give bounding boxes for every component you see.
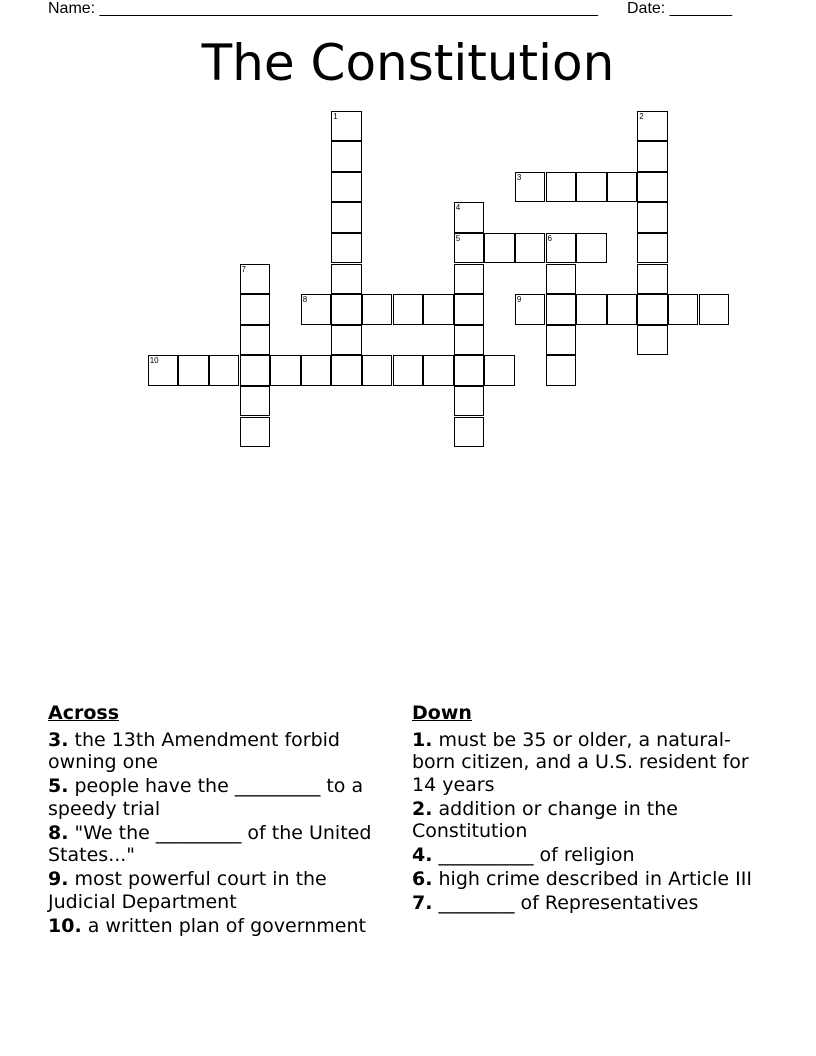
grid-cell [637, 294, 668, 325]
clue-number: 4. [412, 844, 433, 866]
grid-cell [546, 233, 577, 264]
grid-cell [331, 294, 362, 325]
grid-cell [240, 417, 271, 448]
grid-cell [637, 202, 668, 233]
grid-cell [331, 172, 362, 203]
grid-cell [148, 355, 179, 386]
crossword-grid [0, 0, 816, 430]
grid-cell [331, 202, 362, 233]
clue-number-label: 5 [455, 233, 461, 243]
date-field-label: Date: _______ [627, 0, 732, 17]
grid-cell [576, 172, 607, 203]
grid-cell [454, 325, 485, 356]
across-clue [48, 822, 400, 867]
grid-cell [331, 233, 362, 264]
grid-cell [484, 355, 515, 386]
grid-cell [209, 355, 240, 386]
clue-text: "We the _________ of the United States..." [48, 821, 372, 866]
across-clues [48, 702, 400, 939]
down-clue [412, 868, 757, 891]
clue-text: high crime described in Article III [438, 868, 752, 890]
grid-cell [699, 294, 730, 325]
page-title: The Constitution [201, 34, 615, 92]
clue-text: a written plan of government [87, 914, 366, 937]
grid-cell [607, 294, 638, 325]
grid-cell [331, 111, 362, 142]
grid-cell [178, 355, 209, 386]
grid-cell [454, 294, 485, 325]
grid-cell [515, 294, 546, 325]
grid-cell [515, 233, 546, 264]
clue-number-label: 3 [516, 172, 522, 182]
clue-text: __________ of religion [438, 844, 635, 866]
grid-cell [546, 325, 577, 356]
clue-number: 6. [412, 868, 433, 890]
across-clue [48, 729, 400, 774]
clue-number: 2. [412, 797, 433, 820]
clue-number-label: 4 [455, 203, 461, 213]
grid-cell [546, 355, 577, 386]
clue-text: ________ of Representatives [438, 892, 699, 914]
down-heading: Down [412, 702, 472, 724]
grid-cell [454, 264, 485, 295]
clue-number-label: 6 [547, 233, 552, 243]
clue-text: most powerful court in the Judicial Department [48, 868, 327, 913]
clue-text: the 13th Amendment forbid owning one [48, 728, 340, 773]
clue-text: must be 35 or older, a natural-born citizen, and a U.S. resident for 14 years [412, 728, 749, 796]
grid-cell [423, 355, 454, 386]
grid-cell [331, 141, 362, 172]
grid-cell [576, 233, 607, 264]
grid-cell [331, 325, 362, 356]
grid-cell [546, 294, 577, 325]
down-clues [412, 702, 757, 916]
grid-cell [454, 386, 485, 417]
grid-cell [240, 264, 271, 295]
down-clue [412, 798, 757, 843]
grid-cell [240, 294, 271, 325]
grid-cell [484, 233, 515, 264]
grid-cell [240, 355, 271, 386]
grid-cell [331, 264, 362, 295]
grid-cell [637, 172, 668, 203]
down-clue [412, 844, 757, 867]
grid-cell [637, 325, 668, 356]
grid-cell [637, 233, 668, 264]
grid-cell [576, 294, 607, 325]
grid-cell [393, 355, 424, 386]
clue-number: 10. [48, 914, 82, 937]
grid-cell [301, 294, 332, 325]
clue-number-label: 2 [639, 111, 644, 121]
across-clue [48, 915, 400, 938]
clue-number: 8. [48, 821, 69, 844]
grid-cell [607, 172, 638, 203]
clue-number-label: 7 [241, 264, 246, 274]
grid-cell [454, 417, 485, 448]
grid-cell [454, 233, 485, 264]
grid-cell [668, 294, 699, 325]
clue-number: 9. [48, 868, 69, 890]
grid-cell [423, 294, 454, 325]
grid-cell [393, 294, 424, 325]
across-clue [48, 868, 400, 913]
grid-cell [270, 355, 301, 386]
clue-number: 1. [412, 728, 433, 751]
grid-cell [454, 202, 485, 233]
grid-cell [637, 111, 668, 142]
grid-cell [240, 325, 271, 356]
clue-text: addition or change in the Constitution [412, 797, 678, 842]
grid-cell [637, 141, 668, 172]
clue-number: 5. [48, 775, 69, 797]
down-clue [412, 892, 757, 915]
grid-cell [637, 264, 668, 295]
grid-cell [331, 355, 362, 386]
clue-number-label: 9 [516, 295, 522, 305]
grid-cell [362, 355, 393, 386]
clue-number: 7. [412, 892, 433, 914]
name-field-label: Name: ________________________________________________________ [48, 0, 598, 17]
clue-text: people have the _________ to a speedy trial [48, 775, 364, 820]
grid-cell [454, 355, 485, 386]
across-clue [48, 775, 400, 820]
grid-cell [515, 172, 546, 203]
across-heading: Across [48, 702, 120, 724]
grid-cell [240, 386, 271, 417]
grid-cell [546, 264, 577, 295]
grid-cell [546, 172, 577, 203]
clue-number-label: 8 [302, 295, 308, 305]
grid-cell [362, 294, 393, 325]
down-clue [412, 729, 757, 797]
clue-number: 3. [48, 728, 69, 751]
clue-number-label: 1 [333, 111, 338, 121]
grid-cell [301, 355, 332, 386]
clue-number-label: 10 [149, 356, 159, 366]
